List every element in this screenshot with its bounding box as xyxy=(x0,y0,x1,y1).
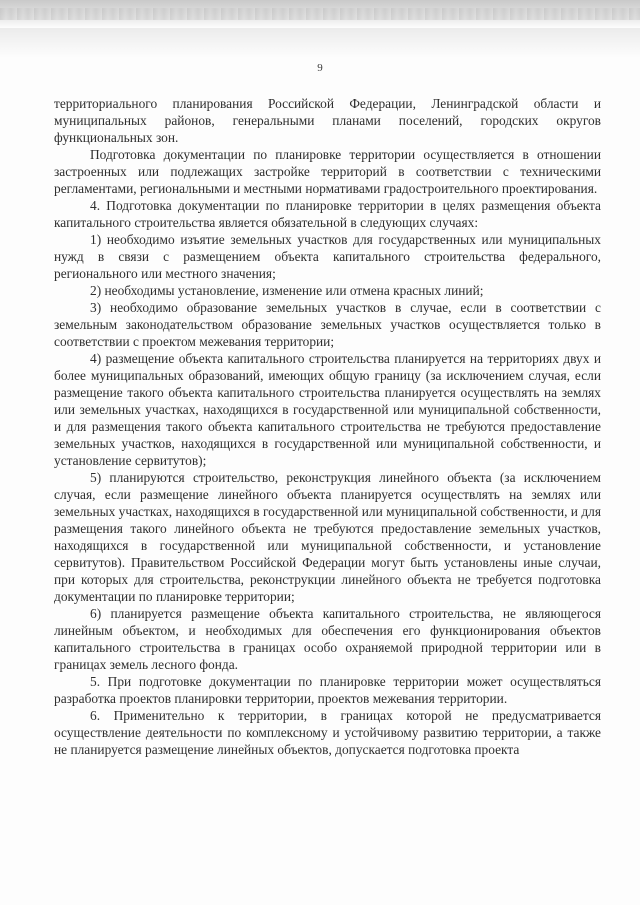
subitem-4-2: 2) необходимы установление, изменение или отмена красных линий; xyxy=(90,283,484,298)
subitem-4-4: 4) размещение объекта капитального строительства планируется на территориях двух и более муниципальных образований, имеющих общую границу (за исключением случая, если размещение такого объекта капитального строительства планируется осуществлять на землях или земельных участках, находящихся в государственной или муниципальной собственности, и для размещения такого объекта капитального строительства не требуются предоставление земельных участков, находящихся в государственной или муниципальной собственности, и установление сервитутов); xyxy=(54,351,601,468)
scan-shadow xyxy=(0,28,640,58)
subitem-4-3: 3) необходимо образование земельных участков в случае, если в соответствии с земельным законодательством образование земельных участков осуществляется только в соответствии с проектом межевания территории; xyxy=(54,300,601,349)
subitem-4-5: 5) планируются строительство, реконструкция линейного объекта (за исключением случая, если размещение линейного объекта планируется осуществлять на землях или земельных участках, находящихся в государственной или муниципальной собственности, и для размещения такого линейного объекта не требуются предоставление земельных участков, находящихся в государственной или муниципальной собственности, и установление сервитутов). Правительством Российской Федерации могут быть установлены иные случаи, при которых для строительства, реконструкции линейного объекта не требуется подготовка документации по планировке территории; xyxy=(54,470,601,604)
page-number: 9 xyxy=(317,62,323,74)
paragraph-item-6: 6. Применительно к территории, в границах которой не предусматривается осуществление деятельности по комплексному и устойчивому развитию территории, а также не планируется размещение линейных объектов, допускается подготовка проекта xyxy=(54,708,601,757)
paragraph-continuation: территориального планирования Российской Федерации, Ленинградской области и муниципальных районов, генеральными планами поселений, городских округов функциональных зон. xyxy=(54,96,601,145)
paragraph-item-4: 4. Подготовка документации по планировке территории в целях размещения объекта капитального строительства является обязательной в следующих случаях: xyxy=(54,198,601,230)
subitem-4-6: 6) планируется размещение объекта капитального строительства, не являющегося линейным объектом, и необходимых для обеспечения его функционирования объектов капитального строительства в границах особо охраняемой природной территории или в границах земель лесного фонда. xyxy=(54,606,601,672)
document-body xyxy=(54,95,601,758)
subitem-4-1: 1) необходимо изъятие земельных участков для государственных или муниципальных нужд в связи с размещением объекта капитального строительства федерального, регионального или местного значения; xyxy=(54,232,601,281)
paragraph-preparation-scope: Подготовка документации по планировке территории осуществляется в отношении застроенных или подлежащих застройке территорий в соответствии с техническими регламентами, региональными и местными нормативами градостроительного проектирования. xyxy=(54,147,601,196)
paragraph-item-5: 5. При подготовке документации по планировке территории может осуществляться разработка проектов планировки территории, проектов межевания территории. xyxy=(54,674,601,706)
scan-edge-band xyxy=(0,8,640,20)
